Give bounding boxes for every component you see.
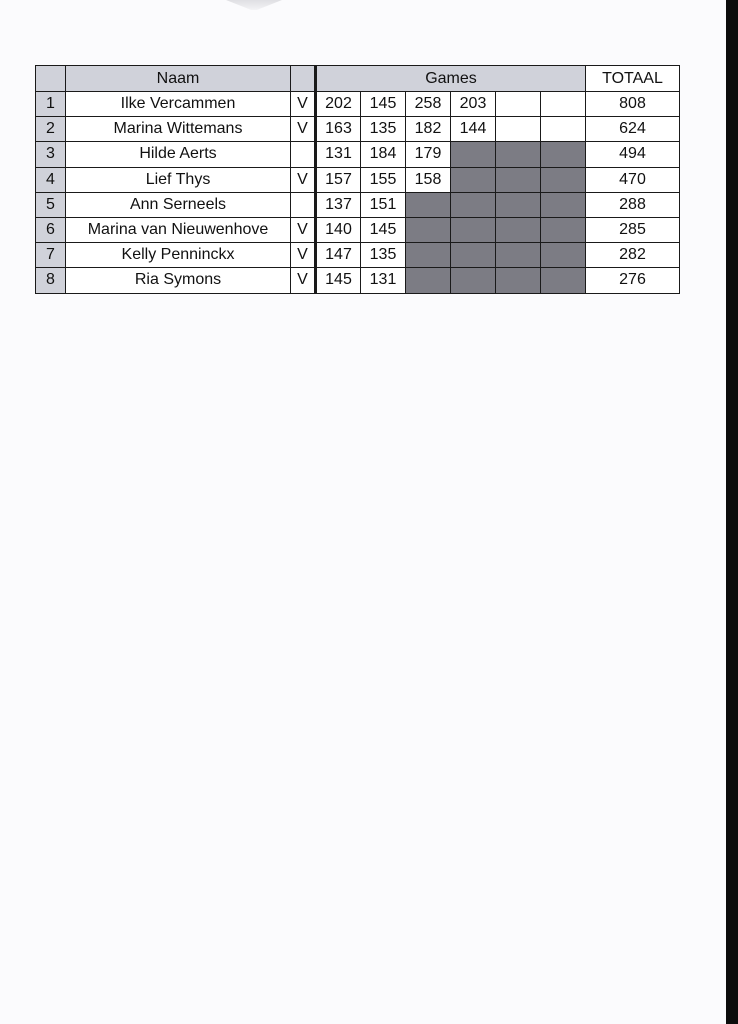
unplayed-game-cell (451, 243, 496, 268)
total-score: 288 (586, 192, 680, 217)
rank-cell: 1 (36, 92, 66, 117)
unplayed-game-cell (541, 268, 586, 293)
game-score: 157 (316, 167, 361, 192)
unplayed-game-cell (496, 217, 541, 242)
table-row (36, 192, 680, 217)
player-name: Ilke Vercammen (66, 92, 291, 117)
total-header: TOTAAL (586, 66, 680, 92)
unplayed-game-cell (496, 142, 541, 167)
total-score: 470 (586, 167, 680, 192)
unplayed-game-cell (406, 243, 451, 268)
player-name: Ann Serneels (66, 192, 291, 217)
unplayed-game-cell (541, 142, 586, 167)
name-header: Naam (66, 66, 291, 92)
rank-cell: 4 (36, 167, 66, 192)
unplayed-game-cell (496, 268, 541, 293)
unplayed-game-cell (406, 268, 451, 293)
table-row (36, 117, 680, 142)
unplayed-game-cell (451, 217, 496, 242)
game-score (541, 117, 586, 142)
total-score: 285 (586, 217, 680, 242)
game-score (541, 92, 586, 117)
game-score: 182 (406, 117, 451, 142)
game-score: 144 (451, 117, 496, 142)
flag-cell: V (291, 167, 316, 192)
results-table (35, 65, 680, 294)
game-score: 203 (451, 92, 496, 117)
game-score: 145 (361, 217, 406, 242)
table-row (36, 92, 680, 117)
total-score: 282 (586, 243, 680, 268)
table-row (36, 268, 680, 293)
unplayed-game-cell (496, 167, 541, 192)
unplayed-game-cell (451, 167, 496, 192)
flag-cell: V (291, 243, 316, 268)
rank-cell: 8 (36, 268, 66, 293)
flag-cell (291, 142, 316, 167)
unplayed-game-cell (541, 192, 586, 217)
flag-cell: V (291, 92, 316, 117)
player-name: Kelly Penninckx (66, 243, 291, 268)
unplayed-game-cell (496, 192, 541, 217)
game-score: 155 (361, 167, 406, 192)
game-score: 179 (406, 142, 451, 167)
table-header-row (36, 66, 680, 92)
unplayed-game-cell (451, 142, 496, 167)
game-score: 145 (361, 92, 406, 117)
game-score: 158 (406, 167, 451, 192)
game-score: 163 (316, 117, 361, 142)
total-score: 808 (586, 92, 680, 117)
games-header: Games (316, 66, 586, 92)
game-score: 137 (316, 192, 361, 217)
unplayed-game-cell (451, 268, 496, 293)
unplayed-game-cell (496, 243, 541, 268)
table-row (36, 167, 680, 192)
player-name: Ria Symons (66, 268, 291, 293)
player-name: Marina Wittemans (66, 117, 291, 142)
total-score: 624 (586, 117, 680, 142)
player-name: Hilde Aerts (66, 142, 291, 167)
unplayed-game-cell (541, 167, 586, 192)
flag-cell: V (291, 217, 316, 242)
unplayed-game-cell (541, 217, 586, 242)
flag-header (291, 66, 316, 92)
game-score: 202 (316, 92, 361, 117)
table-row (36, 217, 680, 242)
unplayed-game-cell (451, 192, 496, 217)
game-score: 131 (361, 268, 406, 293)
rank-cell: 6 (36, 217, 66, 242)
game-score: 135 (361, 243, 406, 268)
unplayed-game-cell (541, 243, 586, 268)
player-name: Marina van Nieuwenhove (66, 217, 291, 242)
rank-header (36, 66, 66, 92)
flag-cell (291, 192, 316, 217)
game-score: 151 (361, 192, 406, 217)
total-score: 276 (586, 268, 680, 293)
game-score: 140 (316, 217, 361, 242)
game-score: 131 (316, 142, 361, 167)
flag-cell: V (291, 268, 316, 293)
rank-cell: 5 (36, 192, 66, 217)
game-score: 145 (316, 268, 361, 293)
game-score: 258 (406, 92, 451, 117)
flag-cell: V (291, 117, 316, 142)
rank-cell: 2 (36, 117, 66, 142)
game-score (496, 117, 541, 142)
rank-cell: 7 (36, 243, 66, 268)
game-score (496, 92, 541, 117)
rank-cell: 3 (36, 142, 66, 167)
table-row (36, 142, 680, 167)
unplayed-game-cell (406, 217, 451, 242)
player-name: Lief Thys (66, 167, 291, 192)
game-score: 184 (361, 142, 406, 167)
game-score: 147 (316, 243, 361, 268)
total-score: 494 (586, 142, 680, 167)
unplayed-game-cell (406, 192, 451, 217)
scan-edge (726, 0, 738, 1024)
table-row (36, 243, 680, 268)
game-score: 135 (361, 117, 406, 142)
